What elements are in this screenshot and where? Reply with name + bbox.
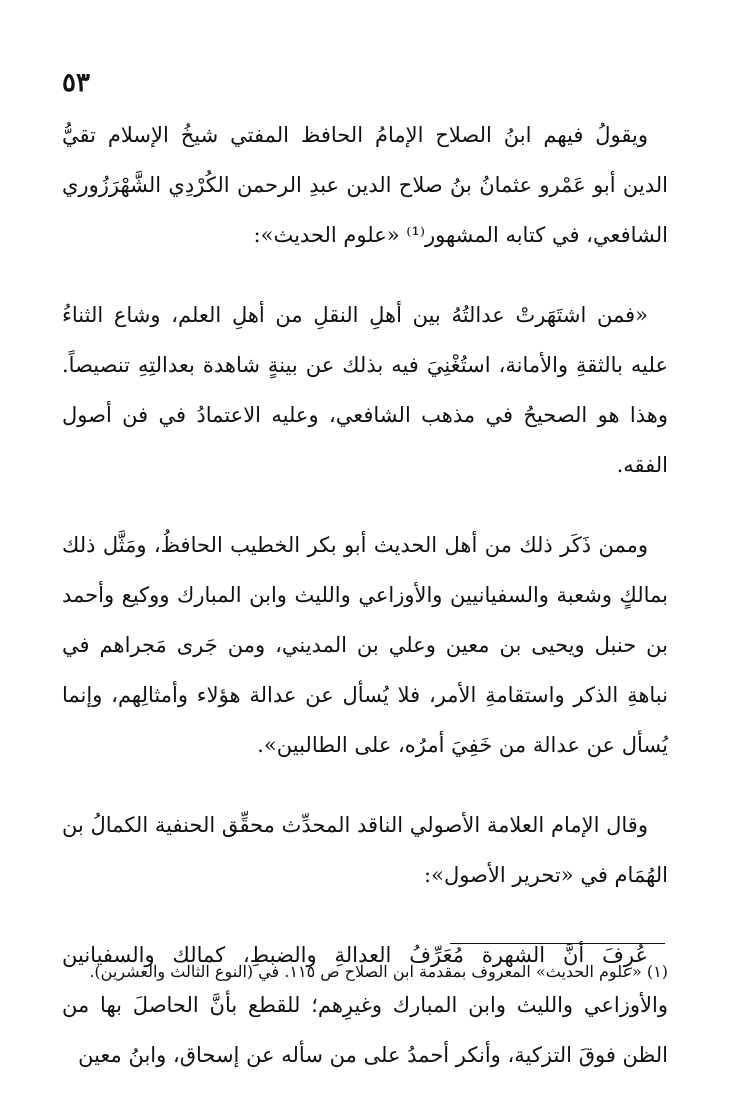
footnotes <box>62 952 668 992</box>
paragraph: ويقولُ فيهم ابنُ الصلاح الإمامُ الحافظ المفتي شيخُ الإسلام تقيُّ الدين أبو عَمْرو عثمانُ بنُ صلاح الدين عبدِ الرحمن الكُرْدِي الشَّهْرَزُوري الشافعي، في كتابه المشهور⁽¹⁾ «علوم الحديث»: <box>62 123 668 247</box>
footnote-divider <box>450 943 665 944</box>
footnote: (١) «علوم الحديث» المعروف بمقدمة ابن الصلاح ص ١١٥. في (النوع الثالث والعشرين). <box>89 962 668 981</box>
paragraph: وممن ذَكَر ذلك من أهل الحديث أبو بكر الخطيب الحافظُ، ومَثَّل ذلك بمالكٍ وشعبة والسفيانيين والأوزاعي والليث وابن المبارك ووكيع وأحمد بن حنبل ويحيى بن معين وعلي بن المديني، ومن جَرى مَجراهم في نباهةِ الذكر واستقامةِ الأمر، فلا يُسأل عن عدالة هؤلاء وأمثالِهم، وإنما يُسأل عن عدالة من خَفِيَ أمرُه، على الطالبين». <box>62 533 668 757</box>
page-number: ٥٣ <box>62 68 90 98</box>
paragraph: عُرِفَ أنَّ الشهرة مُعَرِّفُ العدالةِ والضبطِ، كمالك والسفيانين والأوزاعي والليث وابن المبارك وغيرِهم؛ للقطع بأنَّ الحاصلَ بها من الظن فوقَ التزكية، وأنكر أحمدُ على من سأله عن إسحاق، وابنُ معين <box>62 943 668 1067</box>
paragraph: وقال الإمام العلامة الأصولي الناقد المحدِّث محقِّق الحنفية الكمالُ بن الهُمَام في «تحرير الأصول»: <box>62 813 668 887</box>
paragraph: «فمن اشتَهَرتْ عدالتُهُ بين أهلِ النقلِ من أهلِ العلم، وشاع الثناءُ عليه بالثقةِ والأمانة، استُغْنِيَ فيه بذلك عن بينةٍ شاهدة بعدالتِهِ تنصيصاً. وهذا هو الصحيحُ في مذهب الشافعي، وعليه الاعتمادُ في فن أصول الفقه. <box>62 303 668 477</box>
